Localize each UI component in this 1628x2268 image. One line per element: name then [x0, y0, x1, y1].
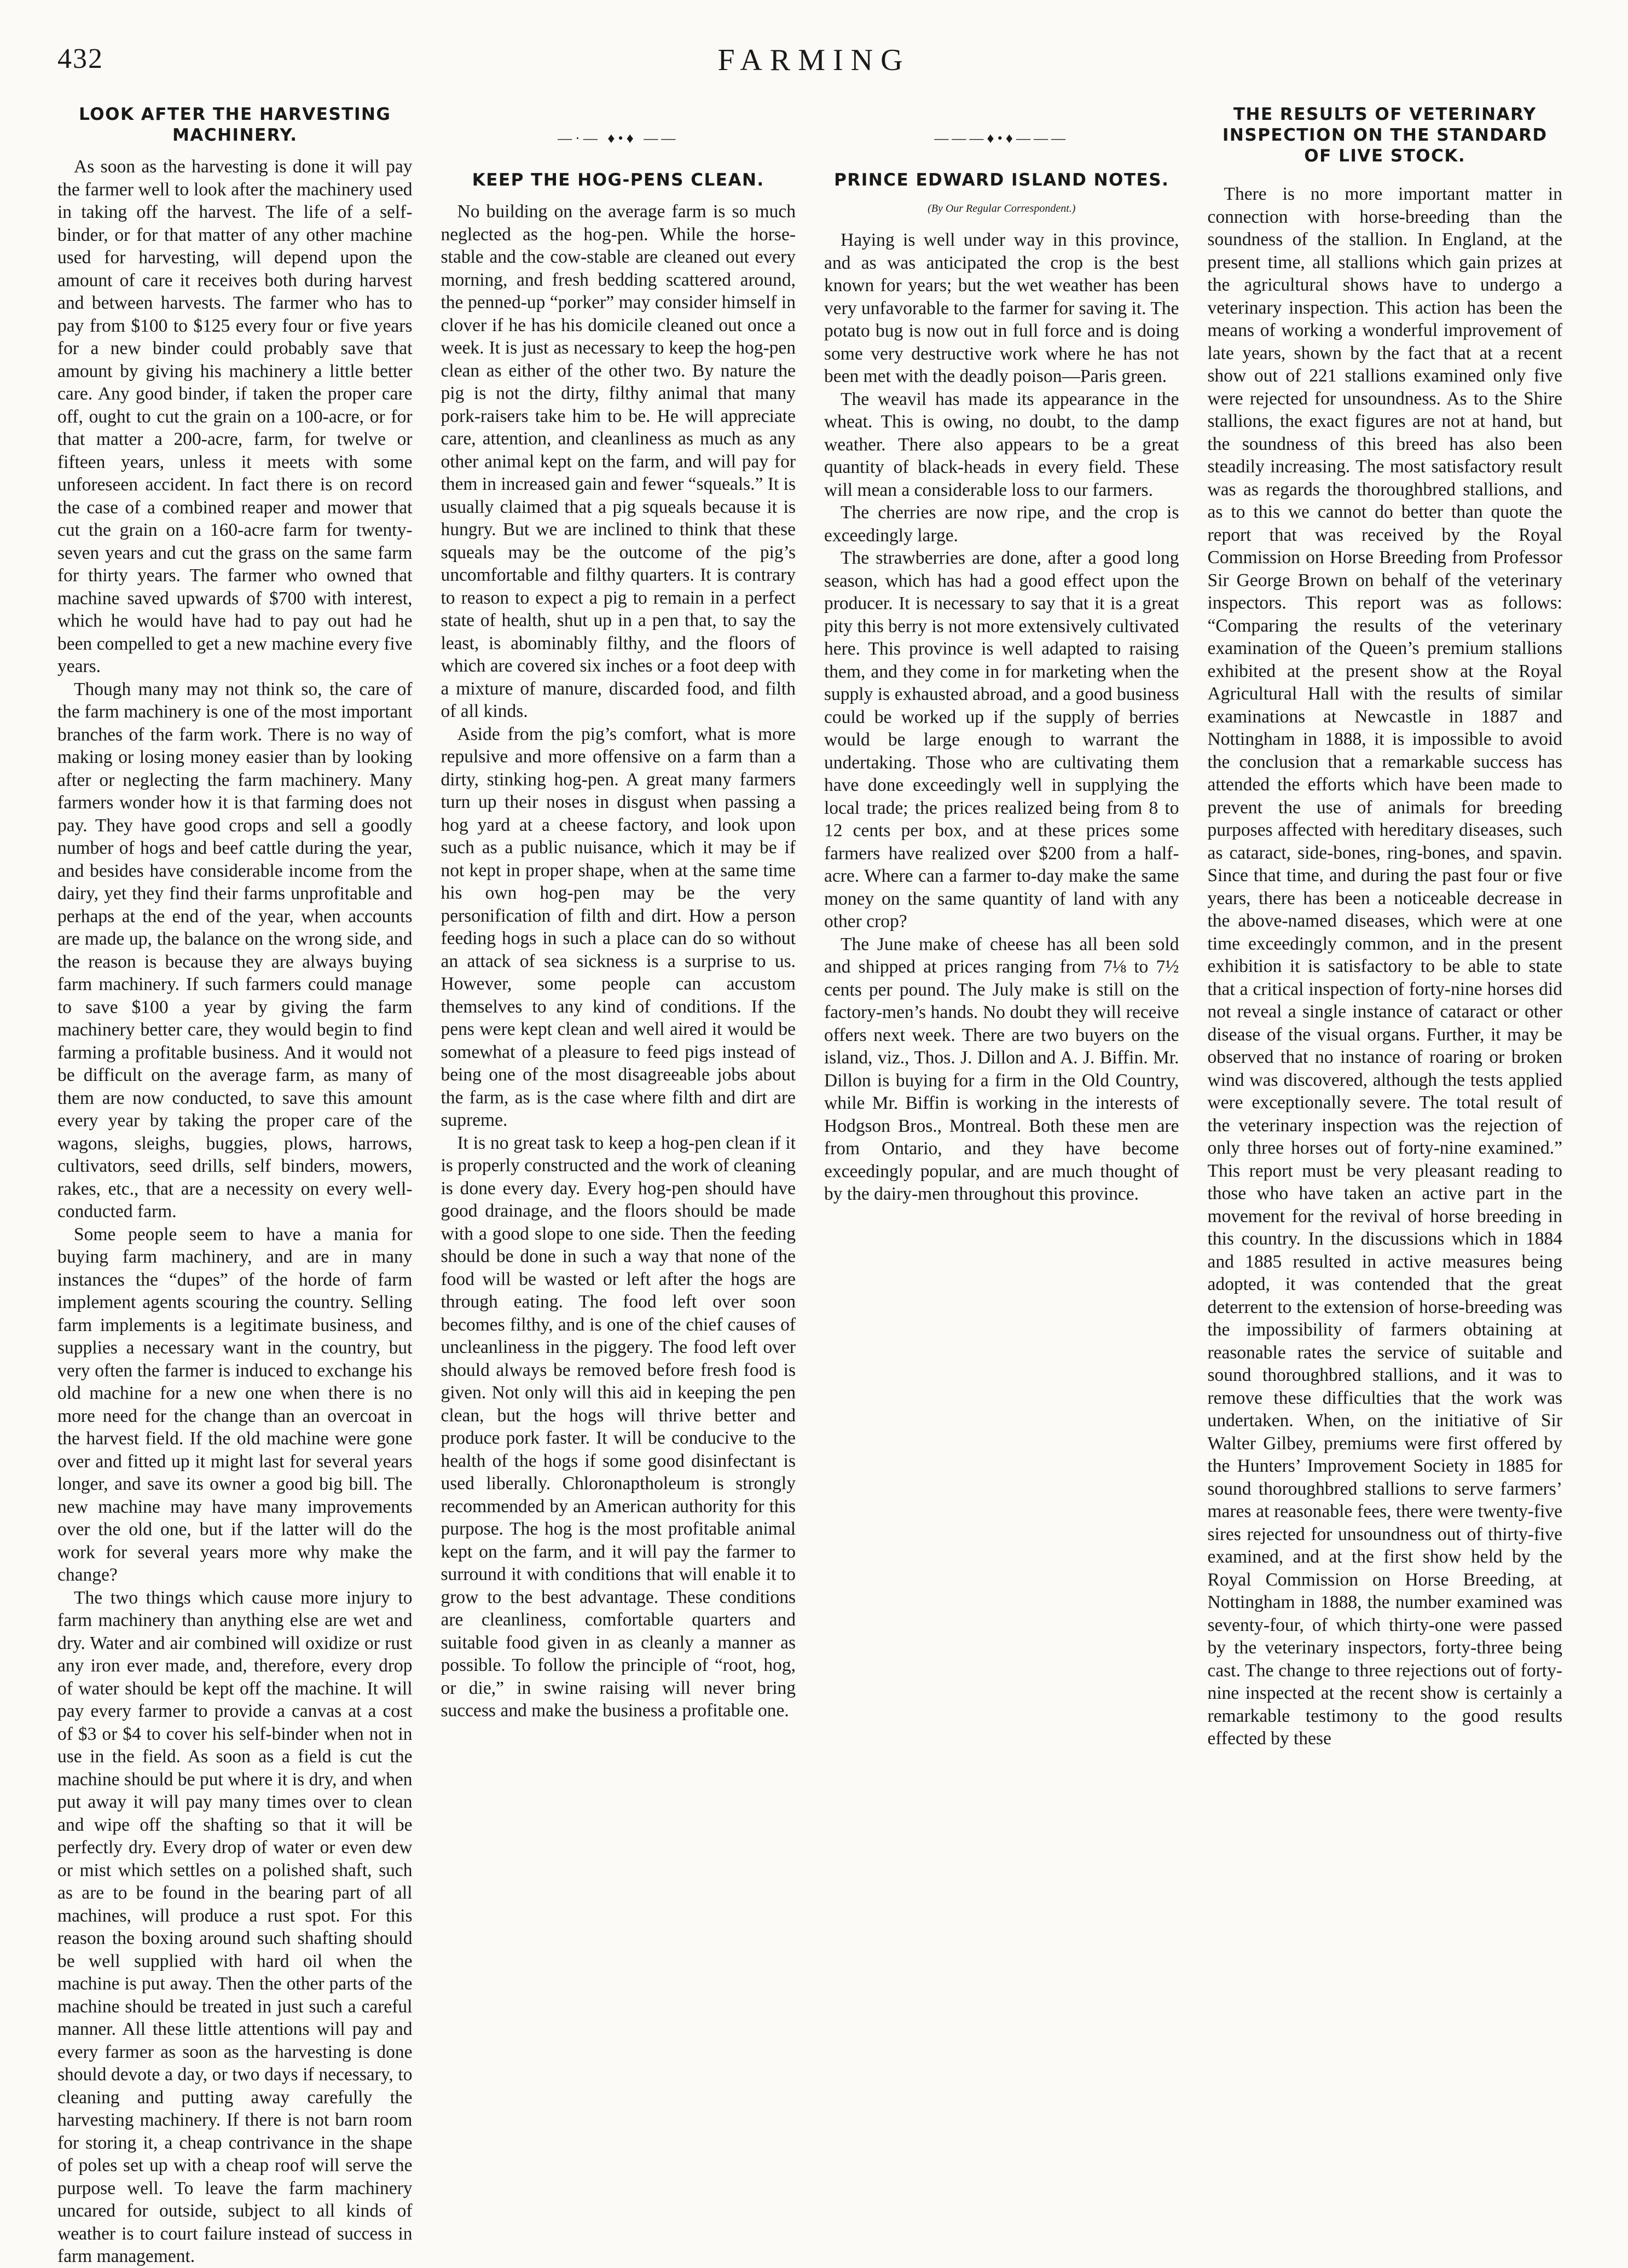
paragraph: It is no great task to keep a hog-pen clean if it is properly constructed and the work of cleaning is done every day. Every hog-pen should have good drainage, and the floors should be made with a good slope to one side. Then the feeding should be done in such a way that none of the food will be wasted or left after the hogs are through eating. The food left over soon becomes filthy, and is one of the chief causes of uncleanliness in the piggery. The food left over should always be removed before fresh food is given. Not only will this aid in keeping the pen clean, but the hogs will thrive better and produce pork faster. It will be conducive to the health of the hogs if some good disinfectant is used liberally. Chloronaptholeum is strongly recommended by an American authority for this purpose. The hog is the most profitable animal kept on the farm, and it will pay the farmer to surround it with conditions that will enable it to grow to the best advantage. These conditions are cleanliness, comfortable quarters and suitable food given in as cleanly a manner as possible. To follow the principle of “root, hog, or die,” in swine raising will never bring success and make the business a profitable one.	[441, 1132, 796, 1721]
paragraph: The cherries are now ripe, and the crop is exceedingly large.	[824, 502, 1179, 546]
article-title-pei-notes: PRINCE EDWARD ISLAND NOTES.	[834, 170, 1169, 190]
byline: (By Our Regular Correspondent.)	[928, 202, 1076, 215]
paragraph: Aside from the pig’s comfort, what is more repulsive and more offensive on a farm than a dirty, stinking hog-pen. A great many farmers turn up their noses in disgust when passing a hog yard at a cheese factory, and look upon such as a public nuisance, which it may be if not kept in proper shape, when at the same time his own hog-pen may be the very personification of filth and dirt. How a person feeding hogs in such a place can do so without an attack of sea sickness is a surprise to us. However, some people can accustom themselves to any kind of conditions. If the pens were kept clean and well aired it would be somewhat of a pleasure to feed pigs instead of being one of the most disagreeable jobs about the farm, as is the case where filth and dirt are supreme.	[441, 724, 796, 1130]
paragraph: There is no more important matter in connection with horse-breeding than the soundness of the stallion. In England, at the present time, all stallions which gain prizes at the agricultural shows have to undergo a veterinary inspection. This action has been the means of working a wonderful improvement of late years, shown by the fact that at a recent show out of 221 stallions examined only five were rejected for unsoundness. As to the Shire stallions, the exact figures are not at hand, but the soundness of this breed has also been steadily increasing. The most satisfactory result was as regards the thoroughbred stallions, and as to this we cannot do better than quote the report that was received by the Royal Commission on Horse Breeding from Professor Sir George Brown on behalf of the veterinary inspectors. This report was as follows: “Comparing the results of the veterinary examination of the Queen’s premium stallions exhibited at the present show at the Royal Agricultural Hall with the results of similar examinations at Newcastle in 1887 and Nottingham in 1888, it is impossible to avoid the conclusion that a remarkable success has attended the efforts which have been made to prevent the use of animals for breeding purposes affected with hereditary diseases, such as cataract, side-bones, ring-bones, and spavin. Since that time, and during the past four or five years, there has been a noticeable decrease in the above-named diseases, which were at one time exceedingly common, and in the present exhibition it is satisfactory to be able to state that a critical inspection of forty-nine horses did not reveal a single instance of cataract or other disease of the visual organs. Further, it may be observed that no instance of roaring or broken wind was discovered, although the tests applied were exceptionally severe. The total result of the veterinary inspection was the rejection of only three horses out of forty-nine examined.” This report must be very pleasant reading to those who have taken an active part in the movement for the revival of horse breeding in this country. In the discussions which in 1884 and 1885 resulted in active measures being adopted, it was contended that the great deterrent to the extension of horse-breeding was the impossibility of farmers obtaining at reasonable rates the service of suitable and sound thoroughbred stallions, and it was to remove these difficulties that the work was undertaken. When, on the initiative of Sir Walter Gilbey, premiums were first offered by the Hunters’ Improvement Society in 1885 for sound thoroughbred stallions to serve farmers’ mares at reasonable fees, there were twenty-five sires rejected for unsoundness out of thirty-five examined, and at the first show held by the Royal Commission on Horse Breeding, at Nottingham in 1888, the number examined was seventy-four, of which thirty-one were passed by the veterinary inspectors, forty-three being cast. The change to three rejections out of forty-nine inspected at the recent show is certainly a remarkable testimony to the good results effected by these	[1207, 184, 1562, 1749]
paragraph: As soon as the harvesting is done it will pay the farmer well to look after the machinery used in taking off the harvest. The life of a self-binder, or for that matter of any other machine used for harvesting, will depend upon the amount of care it receives both during harvest and between harvests. The farmer who has to pay from $100 to $125 every four or five years for a new binder could probably save that amount by giving his machinery a little better care. Any good binder, if taken the proper care off, ought to cut the grain on a 100-acre, or for that matter a 200-acre, farm, for twelve or fifteen years, unless it meets with some unforeseen accident. In fact there is on record the case of a combined reaper and mower that cut the grain on a 160-acre farm for twenty-seven years and cut the grass on the same farm for thirty years. The farmer who owned that machine saved upwards of $700 with interest, which he would have had to pay out had he been compelled to get a new machine every five years.	[57, 157, 413, 676]
section-divider-ornament: —·— ♦•♦ ——	[558, 130, 679, 146]
column-4	[1208, 104, 1563, 2268]
paragraph: Though many may not think so, the care of the farm machinery is one of the most important branches of the farm work. There is no way of making or losing money easier than by looking after or neglecting the farm machinery. Many farmers wonder how it is that farming does not pay. They have good crops and sell a goodly number of hogs and beef cattle during the year, and besides have considerable income from the dairy, yet they find their farms unprofitable and perhaps at the end of the year, when accounts are made up, the balance on the wrong side, and the reason is because they are always buying farm machinery. If such farmers could manage to save $100 a year by giving the farm machinery better care, they would begin to find farming a profitable business. And it would not be difficult on the average farm, as many of them are now conducted, to save this amount every year by taking the proper care of the wagons, sleighs, buggies, plows, harrows, cultivators, seed drills, self binders, mowers, rakes, etc., that are a necessity on every well-conducted farm.	[57, 679, 413, 1222]
paragraph: The two things which cause more injury to farm machinery than anything else are wet and dry. Water and air combined will oxidize or rust any iron ever made, and, therefore, every drop of water should be kept off the machine. It will pay every farmer to provide a canvas at a cost of $3 or $4 to cover his self-binder when not in use in the field. As soon as a field is cut the machine should be put where it is dry, and when put away it will pay many times over to clean and wipe off the shafting so that it will be perfectly dry. Every drop of water or even dew or mist which settles on a polished shaft, such as are to be found in the bearing part of all machines, will produce a rust spot. For this reason the boxing around such shafting should be well supplied with hard oil when the machine is put away. Then the other parts of the machine should be treated in just such a careful manner. All these little attentions will pay and every farmer as soon as the harvesting is done should devote a day, or two days if necessary, to cleaning and putting away carefully the harvesting machinery. If there is not barn room for storing it, a cheap contrivance in the shape of poles set up with a cheap roof will serve the purpose well. To leave the farm machinery uncared for outside, subject to all kinds of weather is to court failure instead of success in farm management.	[57, 1587, 413, 2266]
section-divider-ornament: ———♦•♦———	[934, 130, 1069, 146]
running-head: FARMING	[717, 43, 911, 77]
column-3	[824, 104, 1179, 2268]
paragraph: Haying is well under way in this province, and as was anticipated the crop is the best known for years; but the wet weather has been very unfavorable to the farmer for saving it. The potato bug is now out in full force and is doing some very destructive work where he has not been met with the deadly poison—Paris green.	[824, 230, 1179, 386]
article-title-harvesting: LOOK AFTER THE HARVESTING MACHINERY.	[79, 105, 391, 145]
article-columns	[57, 104, 1562, 2266]
column-2	[441, 104, 796, 2268]
paragraph: Some people seem to have a mania for buying farm machinery, and are in many instances the “dupes” of the horde of farm implement agents scouring the country. Selling farm implements is a legitimate business, and supplies a necessary want in the country, but very often the farmer is induced to exchange his old machine for a new one when there is no more need for the change than an overcoat in the harvest field. If the old machine were gone over and fitted up it might last for several years longer, and save its owner a good big bill. The new machine may have many improvements over the old one, but if the latter will do the work for several years more why make the change?	[57, 1224, 413, 1585]
paragraph: The June make of cheese has all been sold and shipped at prices ranging from 7⅛ to 7½ cents per pound. The July make is still on the factory-men’s hands. No doubt they will receive offers next week. There are two buyers on the island, viz., Thos. J. Dillon and A. J. Biffin. Mr. Dillon is buying for a firm in the Old Country, while Mr. Biffin is working in the interests of Hodgson Bros., Montreal. Both these men are from Ontario, and they have become exceedingly popular, and are much thought of by the dairy-men throughout this province.	[824, 934, 1179, 1204]
paragraph: The weavil has made its appearance in the wheat. This is owing, no doubt, to the damp weather. There also appears to be a great quantity of black-heads in every field. These will mean a considerable loss to our farmers.	[824, 389, 1179, 500]
column-1	[57, 104, 413, 2268]
article-title-hogpens: KEEP THE HOG-PENS CLEAN.	[472, 170, 764, 190]
paragraph: No building on the average farm is so much neglected as the hog-pen. While the horse-stable and the cow-stable are cleaned out every morning, and fresh bedding scattered around, the penned-up “porker” may consider himself in clover if he has his domicile cleaned out once a week. It is just as necessary to keep the hog-pen clean as either of the other two. By nature the pig is not the dirty, filthy animal that many pork-raisers take him to be. He will appreciate care, attention, and cleanliness as much as any other animal kept on the farm, and will pay for them in increased gain and fewer “squeals.” It is usually claimed that a pig squeals because it is hungry. But we are inclined to think that these squeals may be the outcome of the pig’s uncomfortable and filthy quarters. It is contrary to reason to expect a pig to remain in a perfect state of health, shut up in a pen that, to say the least, is abominably filthy, and the floors of which are covered six inches or a foot deep with a mixture of manure, discarded food, and filth of all kinds.	[441, 201, 796, 721]
page-number: 432	[57, 43, 103, 74]
paragraph: The strawberries are done, after a good long season, which has had a good effect upon the producer. It is necessary to say that it is a great pity this berry is not more extensively cultivated here. This province is well adapted to raising them, and they come in for marketing when the supply is exhausted abroad, and a good business could be worked up if the supply of berries would be large enough to warrant the undertaking. Those who are cultivating them have done exceedingly well in supplying the local trade; the prices realized being from 8 to 12 cents per box, and at these prices some farmers have realized over $200 from a half-acre. Where can a farmer to-day make the same money on the same quantity of land with any other crop?	[824, 548, 1179, 931]
article-title-veterinary: THE RESULTS OF VETERINARY INSPECTION ON THE STANDARD OF LIVE STOCK.	[1222, 105, 1548, 166]
